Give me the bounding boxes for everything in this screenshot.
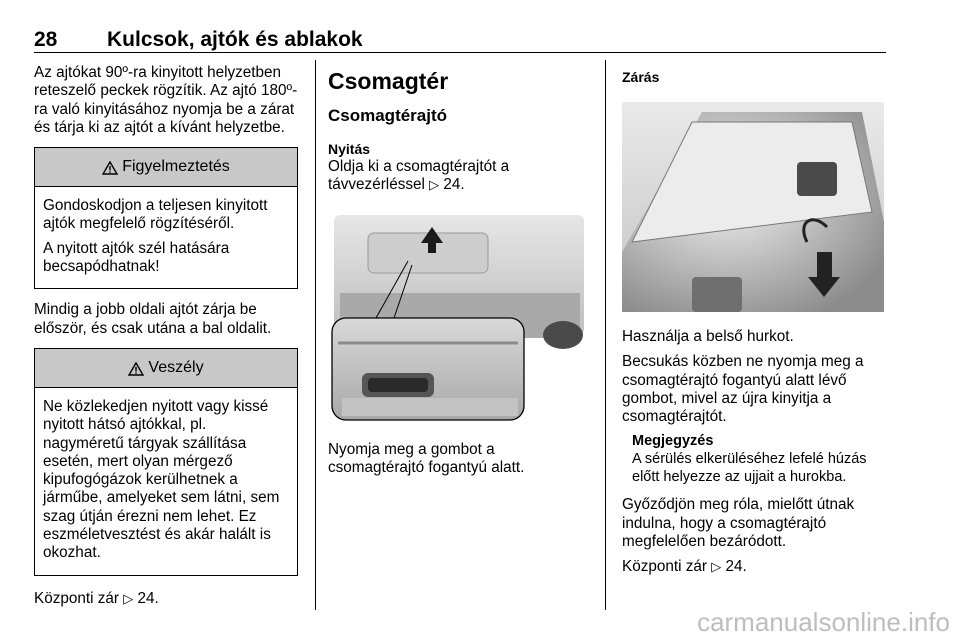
danger-box	[34, 348, 298, 576]
tailgate-handle-illustration	[328, 213, 592, 423]
central-lock-reference	[34, 590, 298, 608]
page-link[interactable]: 24.	[443, 176, 465, 194]
column-divider	[605, 60, 606, 610]
danger-box-title: Veszély	[148, 358, 204, 376]
column-middle	[328, 64, 594, 477]
danger-text: Ne közlekedjen nyitott vagy kissé nyitott hátsó ajtókkal, pl. nagyméretű tárgyak szállítása esetén, mert olyan mérgező kipufogógázok kerülhetnek a járműbe, amelyeket sem látni, sem szag útján érezni nem lehet. Ez eszméletvesztést és akár halált is okozhat.	[43, 397, 280, 562]
warning-box-header	[35, 148, 297, 187]
arrow-right-icon: ▷	[711, 559, 722, 575]
page-title: Kulcsok, ajtók és ablakok	[107, 28, 363, 51]
closing-text-2: Becsukás közben ne nyomja meg a csomagtérajtó fogantyú alatt lévő gombot, mivel az újra kinyitja a csomagtérajtót.	[622, 353, 864, 426]
central-lock-label: Központi zár	[34, 589, 120, 607]
warning-triangle-icon	[102, 161, 118, 175]
closing-heading: Zárás	[622, 69, 660, 85]
warning-box	[34, 147, 298, 289]
danger-box-header	[35, 349, 297, 388]
arrow-right-icon: ▷	[429, 177, 440, 193]
warning-box-title: Figyelmeztetés	[122, 158, 230, 176]
opening-text: Oldja ki a csomagtérajtót a távvezérléssel	[328, 158, 510, 194]
opening-paragraph	[328, 158, 594, 195]
warning-text-1: Gondoskodjon a teljesen kinyitott ajtók megfelelő rögzítéséről.	[43, 197, 268, 233]
central-lock-label: Központi zár	[622, 558, 708, 576]
column-right	[622, 64, 886, 577]
danger-box-body	[35, 388, 297, 575]
intro-paragraph: Az ajtókat 90º-ra kinyitott helyzetben reteszelő peckek rögzítik. Az ajtó 180º-ra való kinyitásához nyomja be a zárat és tárja ki az ajtót a kívánt helyzetbe.	[34, 64, 298, 136]
figure-caption: Nyomja meg a gombot a csomagtérajtó fogantyú alatt.	[328, 440, 525, 476]
page-link[interactable]: 24.	[137, 589, 159, 607]
section-heading: Csomagtér	[328, 68, 449, 94]
warning-triangle-icon	[128, 362, 144, 376]
column-left	[34, 64, 298, 608]
page-number: 28	[34, 28, 58, 51]
arrow-right-icon: ▷	[123, 590, 134, 606]
closing-text-3: Győződjön meg róla, mielőtt útnak indulna, hogy a csomagtérajtó megfelelően bezáródott.	[622, 496, 855, 551]
central-lock-reference	[622, 558, 886, 576]
watermark: carmanualsonline.info	[697, 607, 950, 637]
warning-text-2: A nyitott ajtók szél hatására becsapódhatnak!	[43, 239, 230, 276]
page-header	[34, 26, 886, 53]
subsection-heading: Csomagtérajtó	[328, 106, 448, 125]
warning-box-body	[35, 187, 297, 288]
note-title: Megjegyzés	[632, 433, 714, 450]
closing-text-1: Használja a belső hurkot.	[622, 328, 794, 345]
close-order-paragraph: Mindig a jobb oldali ajtót zárja be először, és csak utána a bal oldalit.	[34, 301, 272, 337]
note-body: A sérülés elkerüléséhez lefelé húzás előtt helyezze az ujjait a hurokba.	[632, 451, 867, 486]
column-divider	[315, 60, 316, 610]
opening-heading: Nyitás	[328, 141, 371, 157]
page-link[interactable]: 24.	[725, 558, 747, 576]
tailgate-closing-illustration	[622, 102, 884, 312]
note-block	[622, 432, 886, 486]
